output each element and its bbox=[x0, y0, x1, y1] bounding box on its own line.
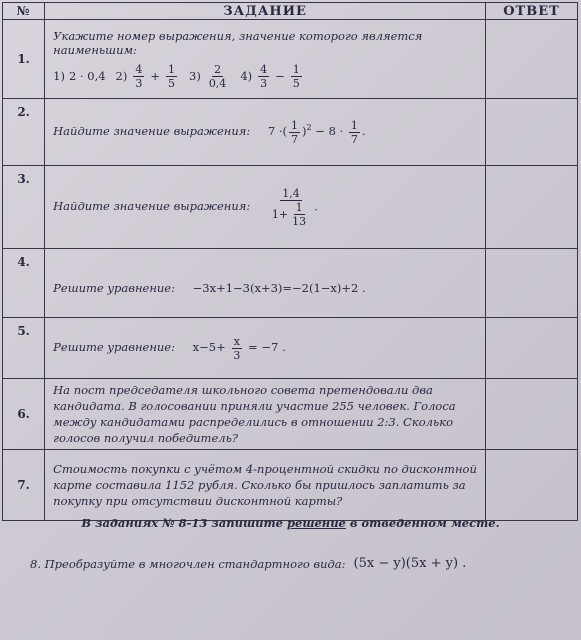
note-emphasis: решение bbox=[286, 516, 346, 530]
task-number: 7. bbox=[3, 450, 45, 521]
header-task: ЗАДАНИЕ bbox=[45, 3, 486, 20]
numerator: 1 bbox=[292, 62, 300, 76]
task-number: 3. bbox=[3, 166, 45, 249]
numerator: 1 bbox=[291, 118, 299, 132]
task-number: 6. bbox=[3, 379, 45, 450]
header-answer: ОТВЕТ bbox=[486, 3, 578, 20]
expr-part: = −7 . bbox=[248, 340, 286, 354]
task-row-6 bbox=[3, 379, 578, 450]
denominator: 3 bbox=[135, 76, 143, 90]
task-table bbox=[2, 2, 578, 521]
denominator: 13 bbox=[292, 214, 307, 228]
numerator: 1 bbox=[168, 62, 175, 76]
task-content bbox=[45, 318, 486, 379]
task-prompt: Найдите значение выражения: bbox=[53, 124, 251, 138]
task-8-expression: (5x − y)(5x + y) . bbox=[353, 556, 467, 571]
numerator: 4 bbox=[135, 62, 143, 76]
fraction bbox=[349, 119, 360, 146]
task-number: 5. bbox=[3, 318, 45, 379]
task-8 bbox=[30, 556, 466, 571]
task-prompt: Укажите номер выражения, значение которого является наименьшим: bbox=[53, 28, 423, 57]
option-label: 3) bbox=[189, 69, 201, 83]
task-prompt: Найдите значение выражения: bbox=[53, 199, 251, 213]
task-content bbox=[45, 249, 486, 318]
option-label: 1) bbox=[53, 69, 65, 83]
task-prompt: Решите уравнение: bbox=[53, 340, 175, 354]
expr-part: x−5+ bbox=[192, 340, 226, 354]
task-content bbox=[45, 166, 486, 249]
denominator: 7 bbox=[291, 132, 299, 146]
task-text: На пост председателя школьного совета претендовали два кандидата. В голосовании приняли участие 255 человек. Голоса между кандидатами распределились в отношении 2:3. Сколько голосов получил победитель? bbox=[53, 383, 456, 445]
fraction bbox=[133, 63, 144, 90]
table-header bbox=[3, 3, 578, 20]
answer-cell[interactable] bbox=[486, 166, 578, 249]
operator: + bbox=[150, 69, 160, 83]
numerator: 4 bbox=[260, 62, 268, 76]
denominator bbox=[270, 201, 312, 228]
expression: 7 ·( $\frac{1}{7}$ )$^2$ − 8 · $\frac{1}{7}$ . bbox=[267, 118, 366, 146]
expr-part: . bbox=[361, 124, 366, 138]
expression: −3x+1−3(x+3)=−2(1−x)+2 . bbox=[192, 281, 366, 295]
fraction bbox=[291, 63, 302, 90]
expression bbox=[192, 334, 286, 362]
option-label: 2) bbox=[115, 69, 128, 83]
task-row-2 bbox=[3, 99, 578, 166]
task-row-3 bbox=[3, 166, 578, 249]
task-row-1 bbox=[3, 20, 578, 99]
option-3 bbox=[189, 63, 230, 90]
note-text: В заданиях № 8-13 запишите bbox=[81, 516, 287, 530]
option-1 bbox=[53, 69, 105, 83]
task-number: 1. bbox=[3, 20, 45, 99]
exponent: 2 bbox=[306, 123, 312, 133]
option-expr: 2 · 0,4 bbox=[68, 69, 106, 83]
task-text: Стоимость покупки с учётом 4-процентной скидки по дисконтной карте составила 1152 рубля. Сколько бы пришлось заплатить за покупку при отсутствии дисконтной карты? bbox=[53, 462, 477, 508]
denominator: 7 bbox=[350, 132, 358, 146]
answer-cell[interactable] bbox=[486, 20, 578, 99]
answer-cell[interactable] bbox=[486, 249, 578, 318]
option-list bbox=[53, 63, 485, 90]
fraction bbox=[231, 335, 242, 362]
numerator: 2 bbox=[214, 62, 222, 76]
operator: − bbox=[275, 69, 285, 83]
task-prompt: Решите уравнение: bbox=[53, 281, 175, 295]
task-row-7 bbox=[3, 450, 578, 521]
task-number: 4. bbox=[3, 249, 45, 318]
expr-part: . bbox=[314, 199, 318, 213]
complex-fraction bbox=[270, 187, 312, 228]
header-num: № bbox=[3, 3, 45, 20]
denominator: 5 bbox=[168, 76, 175, 90]
option-label: 4) bbox=[240, 69, 253, 83]
numerator: 1 bbox=[295, 200, 303, 214]
denominator: 3 bbox=[260, 76, 268, 90]
task-8-label: 8. Преобразуйте в многочлен стандартного вида: bbox=[30, 556, 346, 571]
expr-part: 1+ bbox=[271, 207, 289, 221]
task-number: 2. bbox=[3, 99, 45, 166]
answer-cell[interactable] bbox=[486, 318, 578, 379]
task-content bbox=[45, 20, 486, 99]
option-4 bbox=[240, 63, 303, 90]
answer-cell[interactable] bbox=[486, 450, 578, 521]
fraction bbox=[290, 201, 308, 228]
fraction bbox=[258, 63, 269, 90]
numerator: x bbox=[233, 334, 240, 348]
answer-cell[interactable] bbox=[486, 379, 578, 450]
denominator: 5 bbox=[292, 76, 300, 90]
task-row-5 bbox=[3, 318, 578, 379]
fraction bbox=[289, 119, 300, 146]
fraction bbox=[166, 63, 177, 90]
task-row-4 bbox=[3, 249, 578, 318]
numerator: 1 bbox=[350, 118, 358, 132]
expr-part: 7 · bbox=[267, 124, 283, 138]
fraction bbox=[207, 63, 229, 90]
answer-cell[interactable] bbox=[486, 99, 578, 166]
denominator: 0,4 bbox=[208, 76, 227, 90]
task-content bbox=[45, 450, 486, 521]
expr-part: − 8 · bbox=[315, 124, 344, 138]
denominator: 3 bbox=[233, 348, 241, 362]
numerator: 1,4 bbox=[282, 186, 300, 200]
option-2 bbox=[116, 63, 179, 90]
note-text: в отведенном месте. bbox=[345, 516, 500, 530]
instructions-note bbox=[0, 516, 581, 530]
task-content bbox=[45, 99, 486, 166]
task-content bbox=[45, 379, 486, 450]
